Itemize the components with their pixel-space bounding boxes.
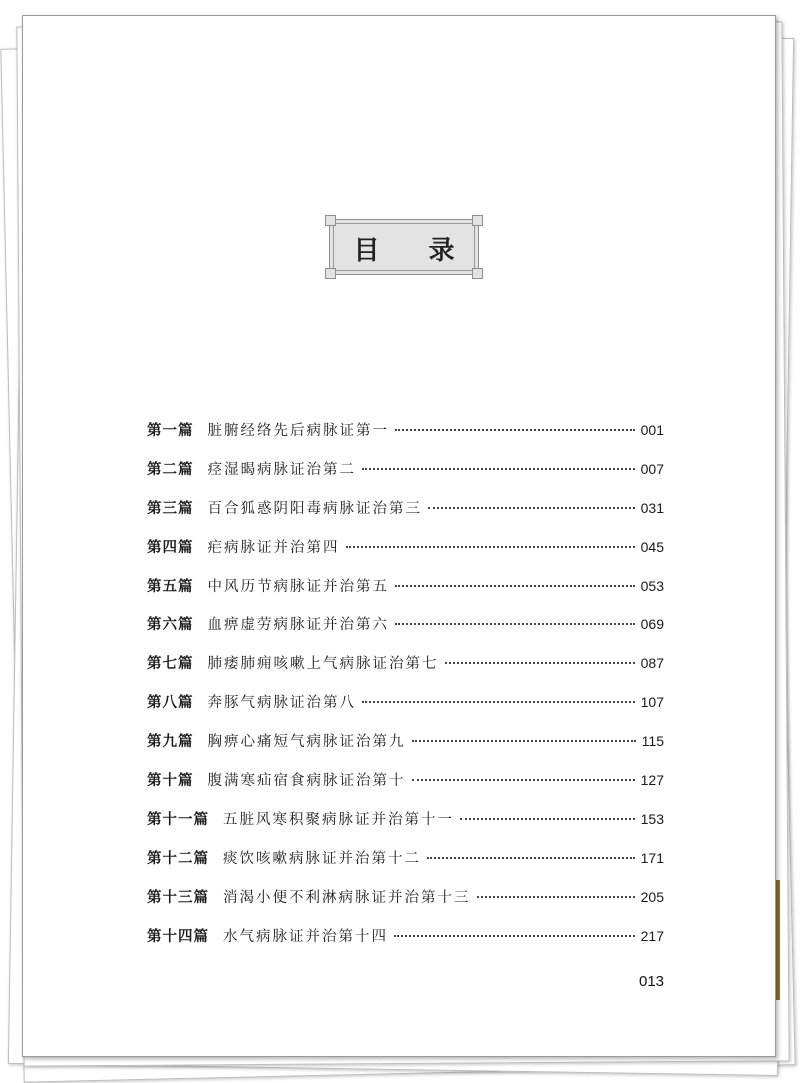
chapter-number: 第十篇 [147,772,194,790]
dot-leader [427,857,635,859]
toc-entry[interactable] [147,575,664,614]
chapter-page: 115 [641,733,664,750]
chapter-number: 第四篇 [147,538,194,556]
chapter-number: 第五篇 [147,577,194,595]
chapter-number: 第十一篇 [147,810,209,828]
chapter-page: 045 [640,538,664,555]
dot-leader [346,546,635,548]
dot-leader [412,740,636,742]
toc-entry[interactable] [147,730,664,769]
chapter-title: 脏腑经络先后病脉证第一 [207,423,389,439]
chapter-number: 第一篇 [147,422,194,439]
chapter-page: 087 [640,655,664,672]
dot-leader [412,779,635,781]
table-of-contents [147,419,664,963]
chapter-title: 疟病脉证并治第四 [207,539,340,556]
dot-leader [394,935,635,937]
chapter-title: 血痹虚劳病脉证并治第六 [207,617,389,634]
chapter-title: 痉湿暍病脉证治第二 [207,461,356,478]
toc-entry[interactable] [147,925,664,964]
chapter-number: 第二篇 [147,460,194,478]
dot-leader [445,662,635,664]
chapter-title: 腹满寒疝宿食病脉证治第十 [207,773,406,790]
chapter-page: 007 [640,460,664,477]
chapter-number: 第八篇 [147,694,194,712]
chapter-page: 217 [640,927,664,944]
chapter-title: 中风历节病脉证并治第五 [207,578,389,595]
chapter-title: 奔豚气病脉证治第八 [207,695,356,712]
toc-entry[interactable] [147,769,664,808]
chapter-number: 第十二篇 [147,849,209,867]
frame-corner-ornament [472,215,483,226]
dot-leader [428,507,635,509]
frame-corner-ornament [472,268,483,279]
dot-leader [362,701,635,703]
toc-entry[interactable] [147,691,664,730]
chapter-title: 肺痿肺痈咳嗽上气病脉证治第七 [207,656,439,673]
toc-entry[interactable] [147,497,664,536]
toc-entry[interactable] [147,652,664,691]
chapter-page: 153 [640,810,664,827]
page-number: 013 [639,973,665,990]
chapter-title: 胸痹心痛短气病脉证治第九 [207,734,406,751]
toc-entry[interactable] [147,886,664,925]
chapter-number: 第三篇 [147,499,194,517]
dot-leader [395,429,635,431]
chapter-page: 171 [640,849,664,866]
toc-entry[interactable] [147,458,664,497]
chapter-page: 069 [640,616,664,633]
toc-entry[interactable] [147,847,664,886]
dot-leader [477,896,635,898]
dot-leader [362,468,635,470]
chapter-page: 001 [640,422,664,438]
chapter-title: 五脏风寒积聚病脉证并治第十一 [223,811,454,828]
page-title: 目 录 [353,236,475,266]
toc-entry[interactable] [147,419,664,458]
chapter-number: 第六篇 [147,616,194,634]
chapter-number: 第七篇 [147,655,194,673]
toc-entry[interactable] [147,808,664,847]
chapter-page: 031 [640,499,664,516]
chapter-title: 水气病脉证并治第十四 [223,928,388,945]
toc-entry[interactable] [147,536,664,575]
dot-leader [395,623,635,625]
chapter-page: 053 [640,577,664,594]
chapter-number: 第十四篇 [147,927,209,945]
toc-page [22,15,776,1057]
chapter-title: 消渴小便不利淋病脉证并治第十三 [223,889,471,906]
chapter-number: 第十三篇 [147,888,209,906]
dot-leader [460,818,635,820]
heading-frame [329,219,479,275]
chapter-title: 百合狐惑阴阳毒病脉证治第三 [207,500,422,517]
chapter-page: 127 [640,772,664,789]
chapter-page: 107 [640,694,664,711]
toc-entry[interactable] [147,613,664,652]
chapter-title: 痰饮咳嗽病脉证并治第十二 [223,850,421,867]
frame-corner-ornament [325,215,336,226]
dot-leader [395,585,635,587]
chapter-page: 205 [640,888,664,905]
frame-corner-ornament [325,268,336,279]
chapter-number: 第九篇 [147,733,194,751]
